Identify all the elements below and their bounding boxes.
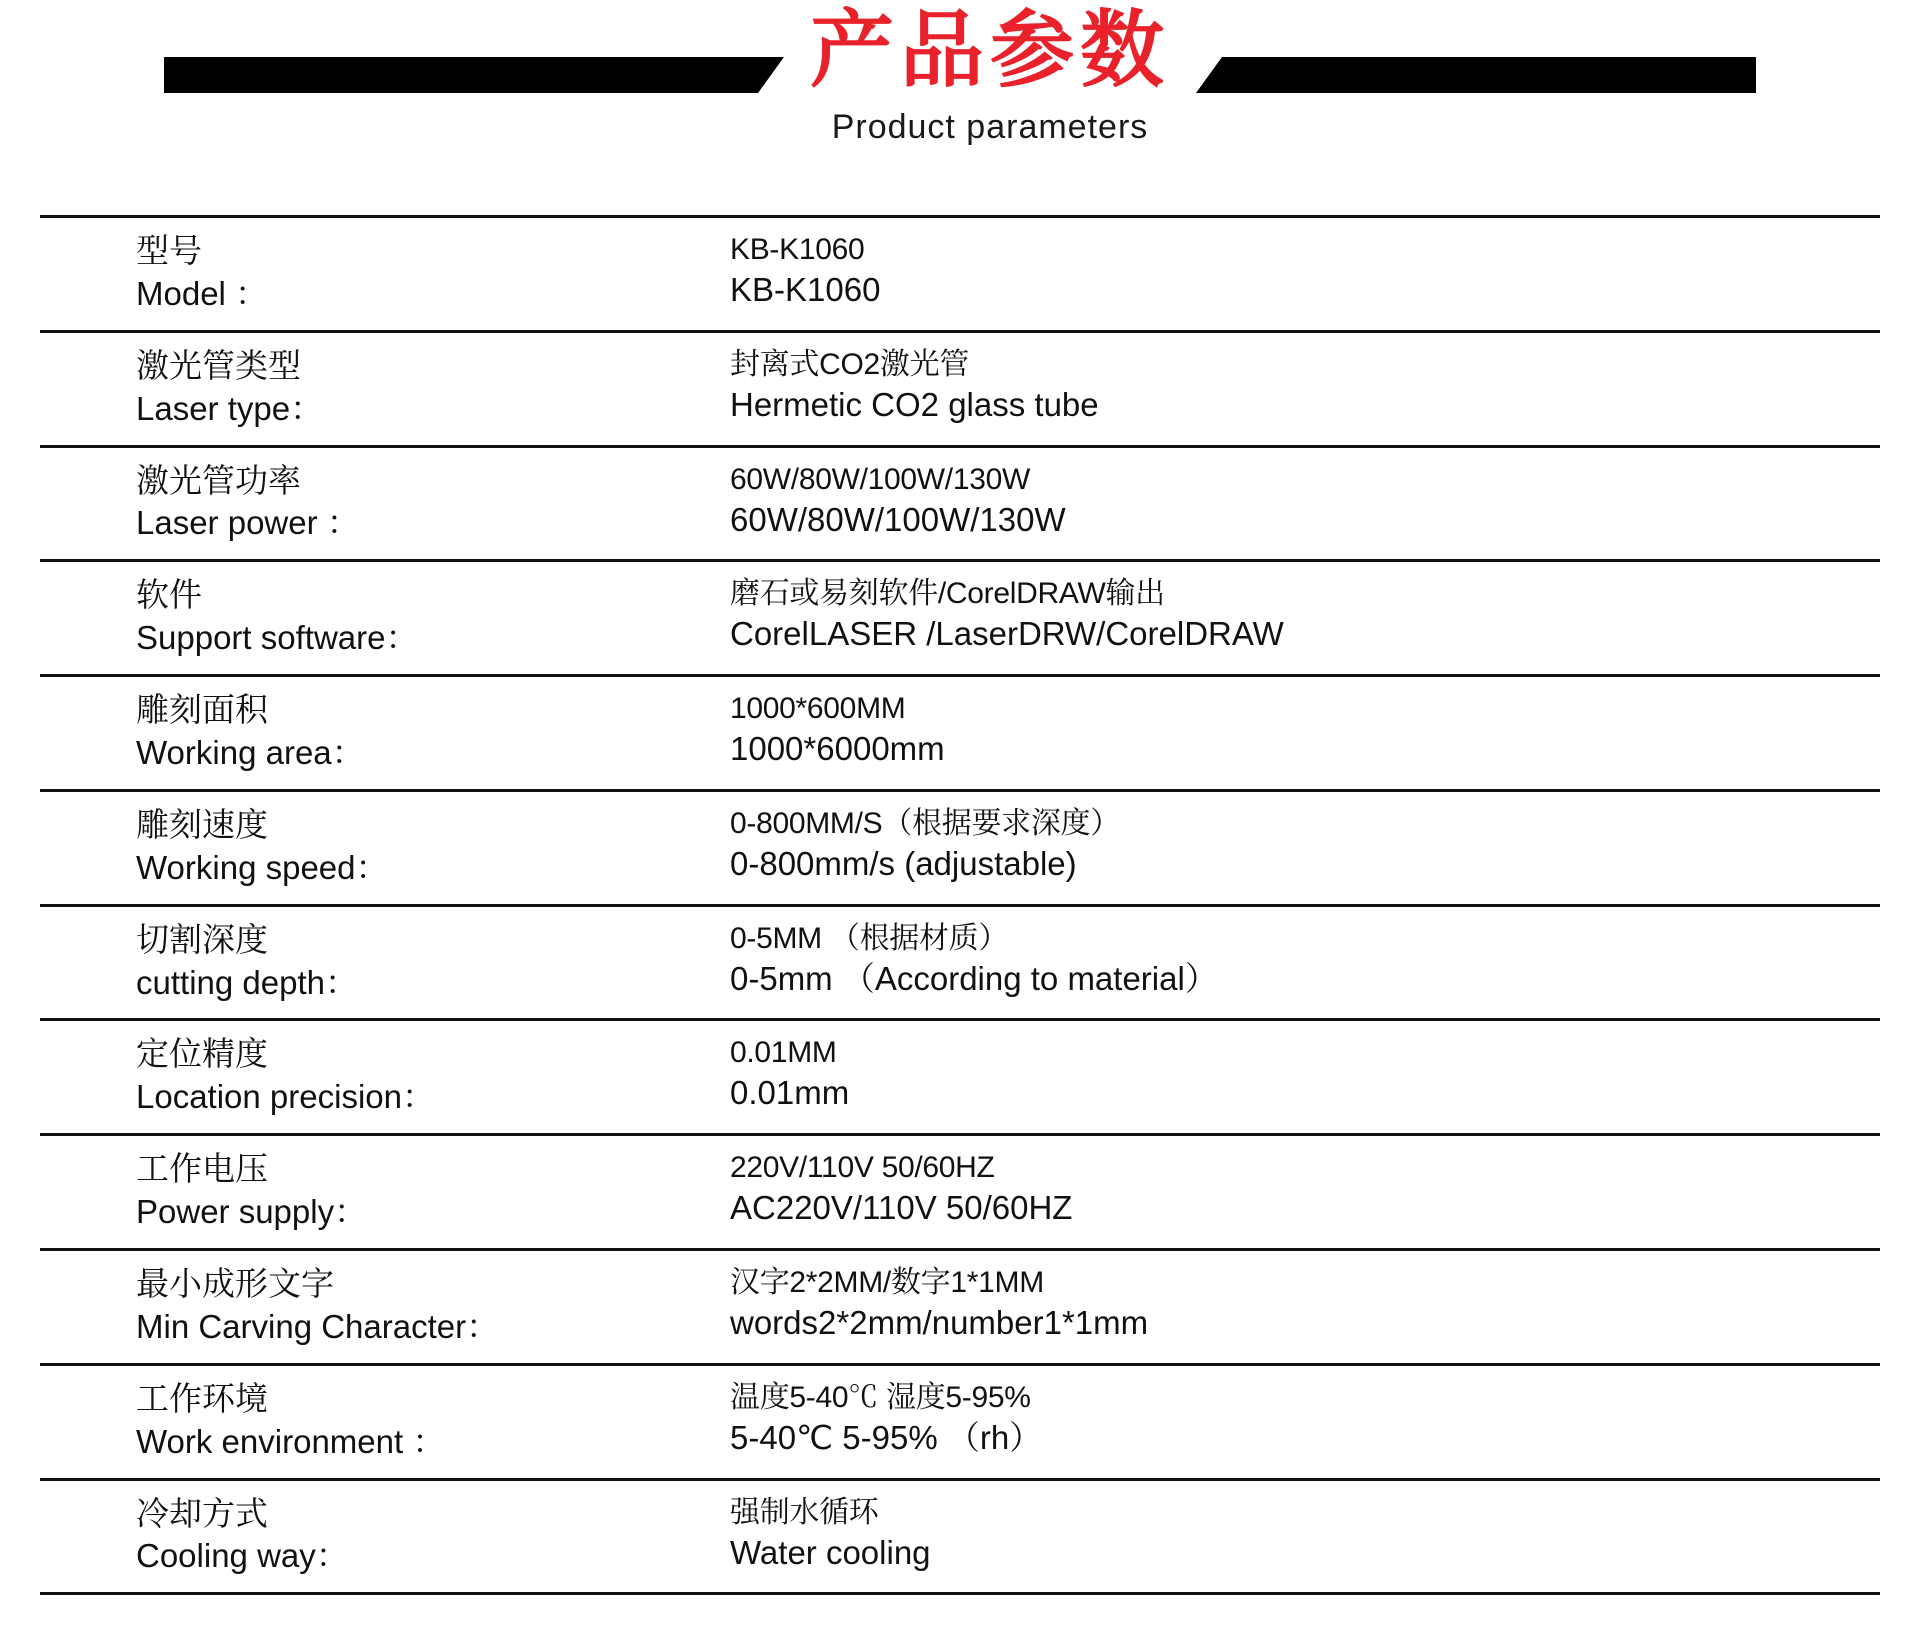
row-value-en: Hermetic CO2 glass tube — [730, 385, 1099, 423]
table-row — [40, 905, 1880, 1020]
row-value-cn: 汉字2*2MM/数字1*1MM — [730, 1266, 1044, 1300]
row-label-en: Cooling way： — [136, 1537, 349, 1575]
table-row — [40, 1250, 1880, 1365]
row-label — [40, 561, 716, 676]
row-value — [716, 1135, 1880, 1250]
row-value — [716, 1364, 1880, 1479]
table-row — [40, 1479, 1880, 1594]
row-label-cn: 雕刻面积 — [136, 691, 268, 729]
row-value — [716, 676, 1880, 791]
row-value-cn: 0-5MM （根据材质） — [730, 921, 1009, 955]
row-label-cn: 工作电压 — [136, 1150, 268, 1188]
row-label-en: Laser type： — [136, 389, 324, 427]
header-bar-right — [1196, 57, 1756, 93]
header-banner — [40, 0, 1880, 150]
page-header — [40, 0, 1880, 215]
row-label-en: Location precision： — [136, 1078, 435, 1116]
row-label — [40, 217, 716, 332]
row-value — [716, 905, 1880, 1020]
row-label-cn: 激光管功率 — [136, 461, 301, 499]
row-label-en: Work environment ： — [136, 1422, 446, 1460]
table-row — [40, 676, 1880, 791]
row-value — [716, 1020, 1880, 1135]
row-value — [716, 561, 1880, 676]
row-value-en: 1000*6000mm — [730, 730, 945, 768]
row-value — [716, 790, 1880, 905]
row-value — [716, 1479, 1880, 1594]
row-value — [716, 331, 1880, 446]
row-value-en: words2*2mm/number1*1mm — [730, 1304, 1149, 1342]
row-value-cn: 温度5-40℃ 湿度5-95% — [730, 1380, 1031, 1414]
row-label — [40, 1020, 716, 1135]
row-label-cn: 切割深度 — [136, 920, 268, 958]
row-value — [716, 446, 1880, 561]
row-value-en: 60W/80W/100W/130W — [730, 500, 1066, 538]
row-value — [716, 1250, 1880, 1365]
row-label-cn: 定位精度 — [136, 1035, 268, 1073]
row-value-cn: 60W/80W/100W/130W — [730, 462, 1031, 496]
row-label-en: Min Carving Character： — [136, 1307, 500, 1345]
row-value-cn: 220V/110V 50/60HZ — [730, 1151, 995, 1185]
row-label-cn: 冷却方式 — [136, 1494, 268, 1532]
row-value-cn: 1000*600MM — [730, 692, 906, 726]
row-label-en: Working area： — [136, 734, 365, 772]
row-value-en: 5-40℃ 5-95% （rh） — [730, 1418, 1043, 1456]
table-row — [40, 217, 1880, 332]
row-value-en: KB-K1060 — [730, 271, 881, 308]
row-label — [40, 1479, 716, 1594]
table-row — [40, 1135, 1880, 1250]
row-label-cn: 激光管类型 — [136, 346, 301, 384]
row-value-cn: 0-800MM/S（根据要求深度） — [730, 806, 1120, 840]
row-value-en: 0-5mm （According to material） — [730, 959, 1218, 997]
row-label-cn: 雕刻速度 — [136, 805, 268, 843]
row-label — [40, 676, 716, 791]
row-label-cn: 最小成形文字 — [136, 1265, 334, 1303]
row-label-cn: 软件 — [136, 576, 202, 614]
row-label — [40, 790, 716, 905]
spec-table — [40, 215, 1880, 1595]
row-value-en: Water cooling — [730, 1533, 931, 1571]
page-title-cn: 产品参数 — [809, 2, 1170, 97]
row-value-cn: 0.01MM — [730, 1036, 837, 1070]
row-value-en: 0-800mm/s (adjustable) — [730, 844, 1077, 882]
row-label-cn: 型号 — [136, 232, 202, 269]
header-title-block — [809, 2, 1170, 147]
row-value-cn: 磨石或易刻软件/CorelDRAW输出 — [730, 577, 1165, 611]
header-bar-left — [164, 57, 784, 93]
row-value-cn: KB-K1060 — [730, 233, 865, 266]
row-label-en: Model ： — [136, 274, 269, 312]
page-title-en: Product parameters — [831, 107, 1149, 146]
table-row — [40, 446, 1880, 561]
table-row — [40, 1020, 1880, 1135]
row-value-cn: 封离式CO2激光管 — [730, 347, 969, 381]
row-label-en: Working speed： — [136, 848, 389, 886]
row-label — [40, 1250, 716, 1365]
row-label — [40, 331, 716, 446]
row-value-en: AC220V/110V 50/60HZ — [730, 1189, 1073, 1227]
row-value-en: CorelLASER /LaserDRW/CorelDRAW — [730, 615, 1284, 653]
row-value — [716, 217, 1880, 332]
table-row — [40, 561, 1880, 676]
row-label — [40, 905, 716, 1020]
row-label-en: Support software： — [136, 619, 419, 657]
table-row — [40, 331, 1880, 446]
row-value-cn: 强制水循环 — [730, 1495, 879, 1529]
row-label-en: Power supply： — [136, 1193, 368, 1231]
row-label — [40, 1364, 716, 1479]
row-label-cn: 工作环境 — [136, 1379, 268, 1417]
row-label — [40, 446, 716, 561]
row-label-en: Laser power ： — [136, 504, 360, 542]
row-label — [40, 1135, 716, 1250]
row-value-en: 0.01mm — [730, 1074, 850, 1112]
spec-table-body — [40, 217, 1880, 1594]
row-label-en: cutting depth： — [136, 963, 358, 1001]
table-row — [40, 790, 1880, 905]
table-row — [40, 1364, 1880, 1479]
